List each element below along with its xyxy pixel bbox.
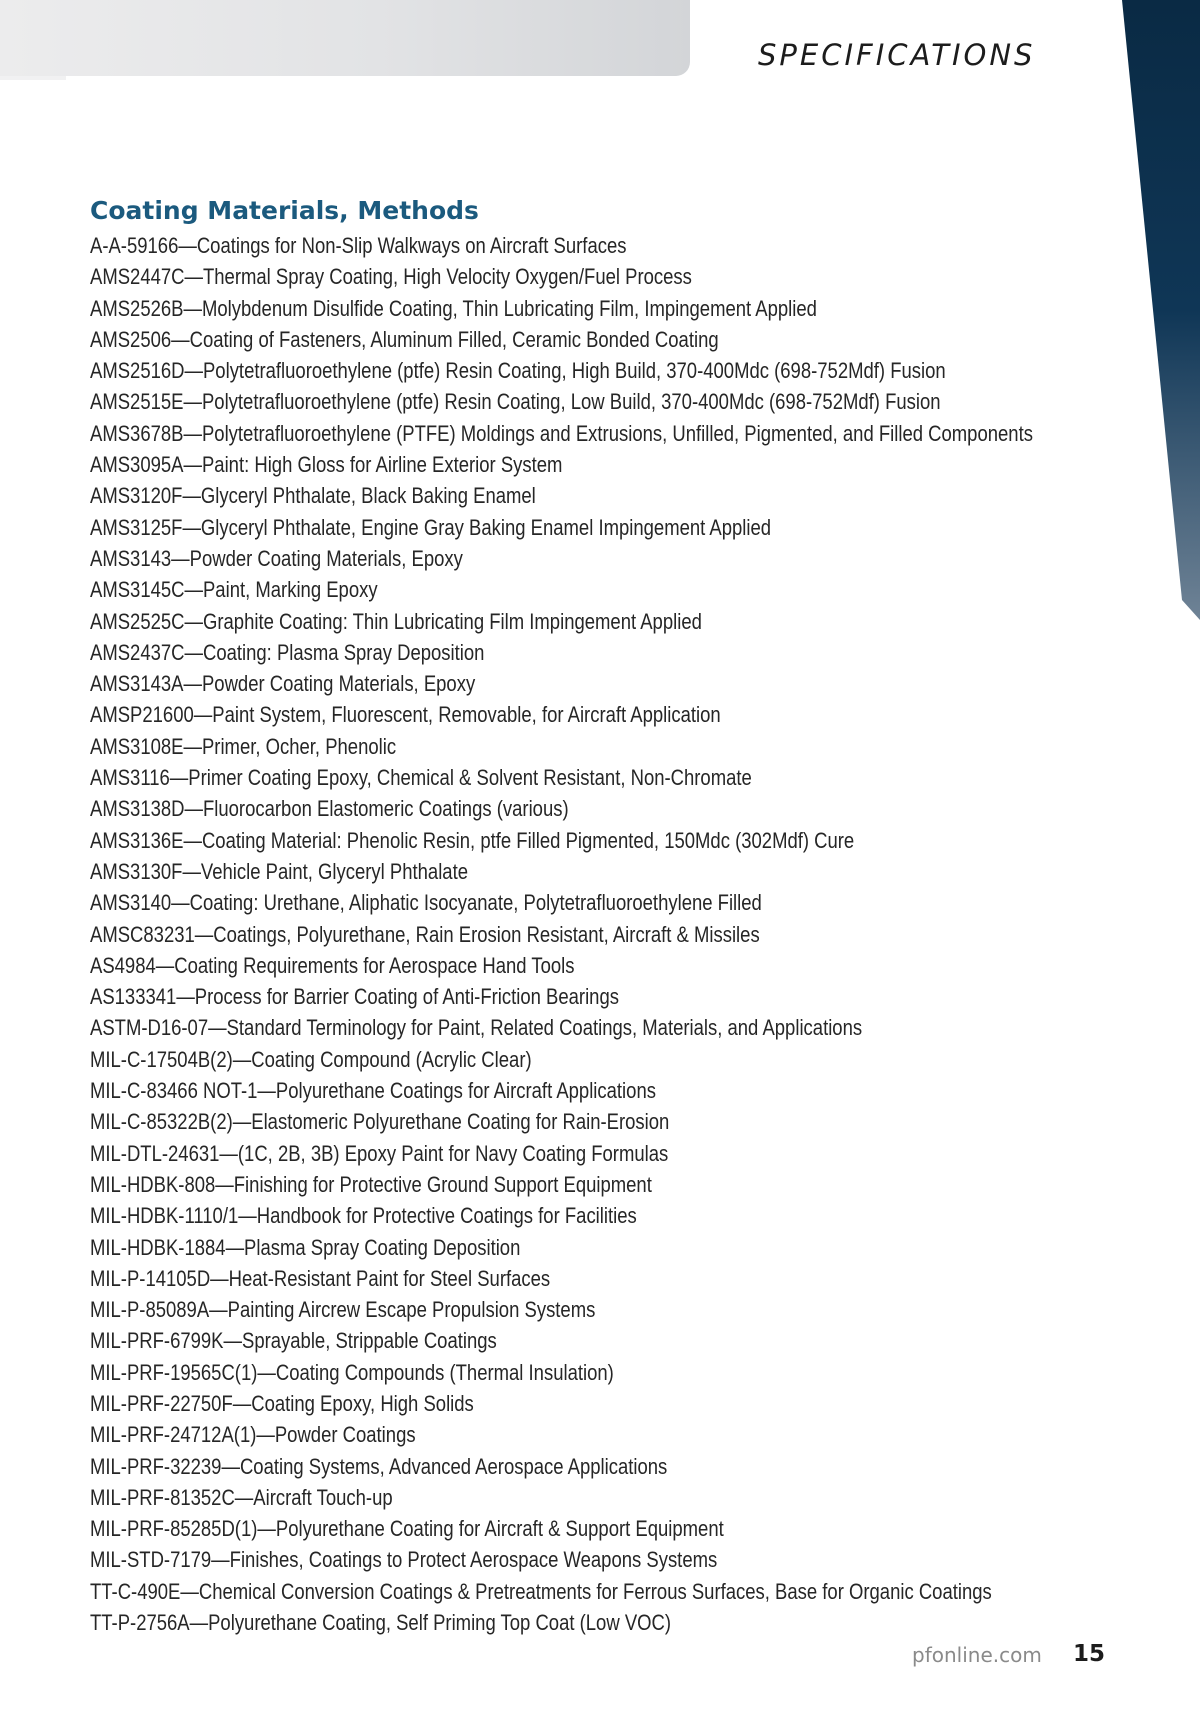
spec-list-item: MIL-C-85322B(2)—Elastomeric Polyurethane Coating for Rain-Erosion (90, 1109, 670, 1135)
spec-list-item: AMS2515E—Polytetrafluoroethylene (ptfe) Resin Coating, Low Build, 370-400Mdc (698-752Mdf) Fusion (90, 389, 941, 415)
spec-list-item: AMS3143A—Powder Coating Materials, Epoxy (90, 671, 476, 697)
spec-list-item: AMS2526B—Molybdenum Disulfide Coating, Thin Lubricating Film, Impingement Applied (90, 295, 817, 321)
spec-list-item: AMS2516D—Polytetrafluoroethylene (ptfe) Resin Coating, High Build, 370-400Mdc (698-752Mdf) Fusion (90, 358, 946, 384)
spec-list-item: AMS2447C—Thermal Spray Coating, High Velocity Oxygen/Fuel Process (90, 264, 692, 290)
spec-list-item: AMS3138D—Fluorocarbon Elastomeric Coatings (various) (90, 796, 569, 822)
spec-list-item: AMS3095A—Paint: High Gloss for Airline Exterior System (90, 452, 563, 478)
spec-list-item: MIL-STD-7179—Finishes, Coatings to Protect Aerospace Weapons Systems (90, 1547, 718, 1573)
spec-list-item: MIL-HDBK-1884—Plasma Spray Coating Deposition (90, 1234, 521, 1260)
spec-list-item: MIL-HDBK-1110/1—Handbook for Protective Coatings for Facilities (90, 1203, 637, 1229)
spec-list-item: TT-C-490E—Chemical Conversion Coatings & Pretreatments for Ferrous Surfaces, Base for Organic Coatings (90, 1578, 992, 1604)
spec-list-item: MIL-PRF-19565C(1)—Coating Compounds (Thermal Insulation) (90, 1359, 614, 1385)
spec-list-item: AMSP21600—Paint System, Fluorescent, Removable, for Aircraft Application (90, 702, 721, 728)
spec-list-item: AMS3140—Coating: Urethane, Aliphatic Isocyanate, Polytetrafluoroethylene Filled (90, 890, 762, 916)
spec-list-item: A-A-59166—Coatings for Non-Slip Walkways on Aircraft Surfaces (90, 233, 627, 258)
spec-list-item: AMS3120F—Glyceryl Phthalate, Black Baking Enamel (90, 483, 536, 509)
spec-list-item: AMS3678B—Polytetrafluoroethylene (PTFE) Moldings and Extrusions, Unfilled, Pigmented, and Filled Components (90, 420, 1033, 446)
spec-list-item: MIL-HDBK-808—Finishing for Protective Ground Support Equipment (90, 1171, 652, 1197)
spec-list-item: AMSC83231—Coatings, Polyurethane, Rain Erosion Resistant, Aircraft & Missiles (90, 921, 760, 947)
spec-list-item: MIL-PRF-85285D(1)—Polyurethane Coating for Aircraft & Support Equipment (90, 1516, 724, 1542)
footer-website: pfonline.com (912, 1643, 1042, 1667)
spec-list-item: AMS2525C—Graphite Coating: Thin Lubricating Film Impingement Applied (90, 608, 702, 634)
spec-list-item: MIL-PRF-22750F—Coating Epoxy, High Solids (90, 1390, 474, 1416)
header-gray-band (0, 0, 690, 76)
spec-list-item: MIL-P-85089A—Painting Aircrew Escape Propulsion Systems (90, 1297, 596, 1323)
spec-list-item: AS133341—Process for Barrier Coating of Anti-Friction Bearings (90, 984, 619, 1010)
header-band-shadow (0, 76, 66, 80)
spec-list-item: MIL-C-17504B(2)—Coating Compound (Acrylic Clear) (90, 1046, 532, 1072)
right-edge-blue-band (1110, 0, 1200, 620)
section-title: Coating Materials, Methods (90, 196, 479, 225)
spec-list-item: MIL-PRF-32239—Coating Systems, Advanced Aerospace Applications (90, 1453, 668, 1479)
section-header-label: SPECIFICATIONS (758, 38, 1036, 72)
page-number: 15 (1073, 1641, 1106, 1667)
spec-list-item: AS4984—Coating Requirements for Aerospace Hand Tools (90, 952, 575, 978)
spec-list-item: AMS3130F—Vehicle Paint, Glyceryl Phthalate (90, 858, 469, 884)
spec-list-item: MIL-P-14105D—Heat-Resistant Paint for Steel Surfaces (90, 1265, 551, 1291)
spec-list-item: AMS2437C—Coating: Plasma Spray Deposition (90, 639, 485, 665)
specification-list (90, 230, 1110, 1638)
spec-list-item: ASTM-D16-07—Standard Terminology for Paint, Related Coatings, Materials, and Applications (90, 1015, 863, 1041)
spec-list-item: AMS2506—Coating of Fasteners, Aluminum Filled, Ceramic Bonded Coating (90, 326, 719, 352)
spec-list-item: MIL-C-83466 NOT-1—Polyurethane Coatings for Aircraft Applications (90, 1078, 656, 1104)
spec-list-item: TT-P-2756A—Polyurethane Coating, Self Priming Top Coat (Low VOC) (90, 1610, 672, 1636)
spec-list-item: MIL-PRF-6799K—Sprayable, Strippable Coatings (90, 1328, 497, 1354)
spec-list-item: AMS3143—Powder Coating Materials, Epoxy (90, 545, 463, 571)
spec-list-item: AMS3125F—Glyceryl Phthalate, Engine Gray Baking Enamel Impingement Applied (90, 514, 772, 540)
spec-list-item: AMS3136E—Coating Material: Phenolic Resin, ptfe Filled Pigmented, 150Mdc (302Mdf) Cure (90, 827, 855, 853)
spec-list-item: AMS3108E—Primer, Ocher, Phenolic (90, 733, 397, 759)
spec-list-item: MIL-PRF-24712A(1)—Powder Coatings (90, 1422, 416, 1448)
spec-list-item: MIL-DTL-24631—(1C, 2B, 3B) Epoxy Paint for Navy Coating Formulas (90, 1140, 669, 1166)
spec-list-item: MIL-PRF-81352C—Aircraft Touch-up (90, 1484, 393, 1510)
spec-list-item: AMS3145C—Paint, Marking Epoxy (90, 577, 378, 603)
spec-list-item: AMS3116—Primer Coating Epoxy, Chemical & Solvent Resistant, Non-Chromate (90, 765, 752, 791)
